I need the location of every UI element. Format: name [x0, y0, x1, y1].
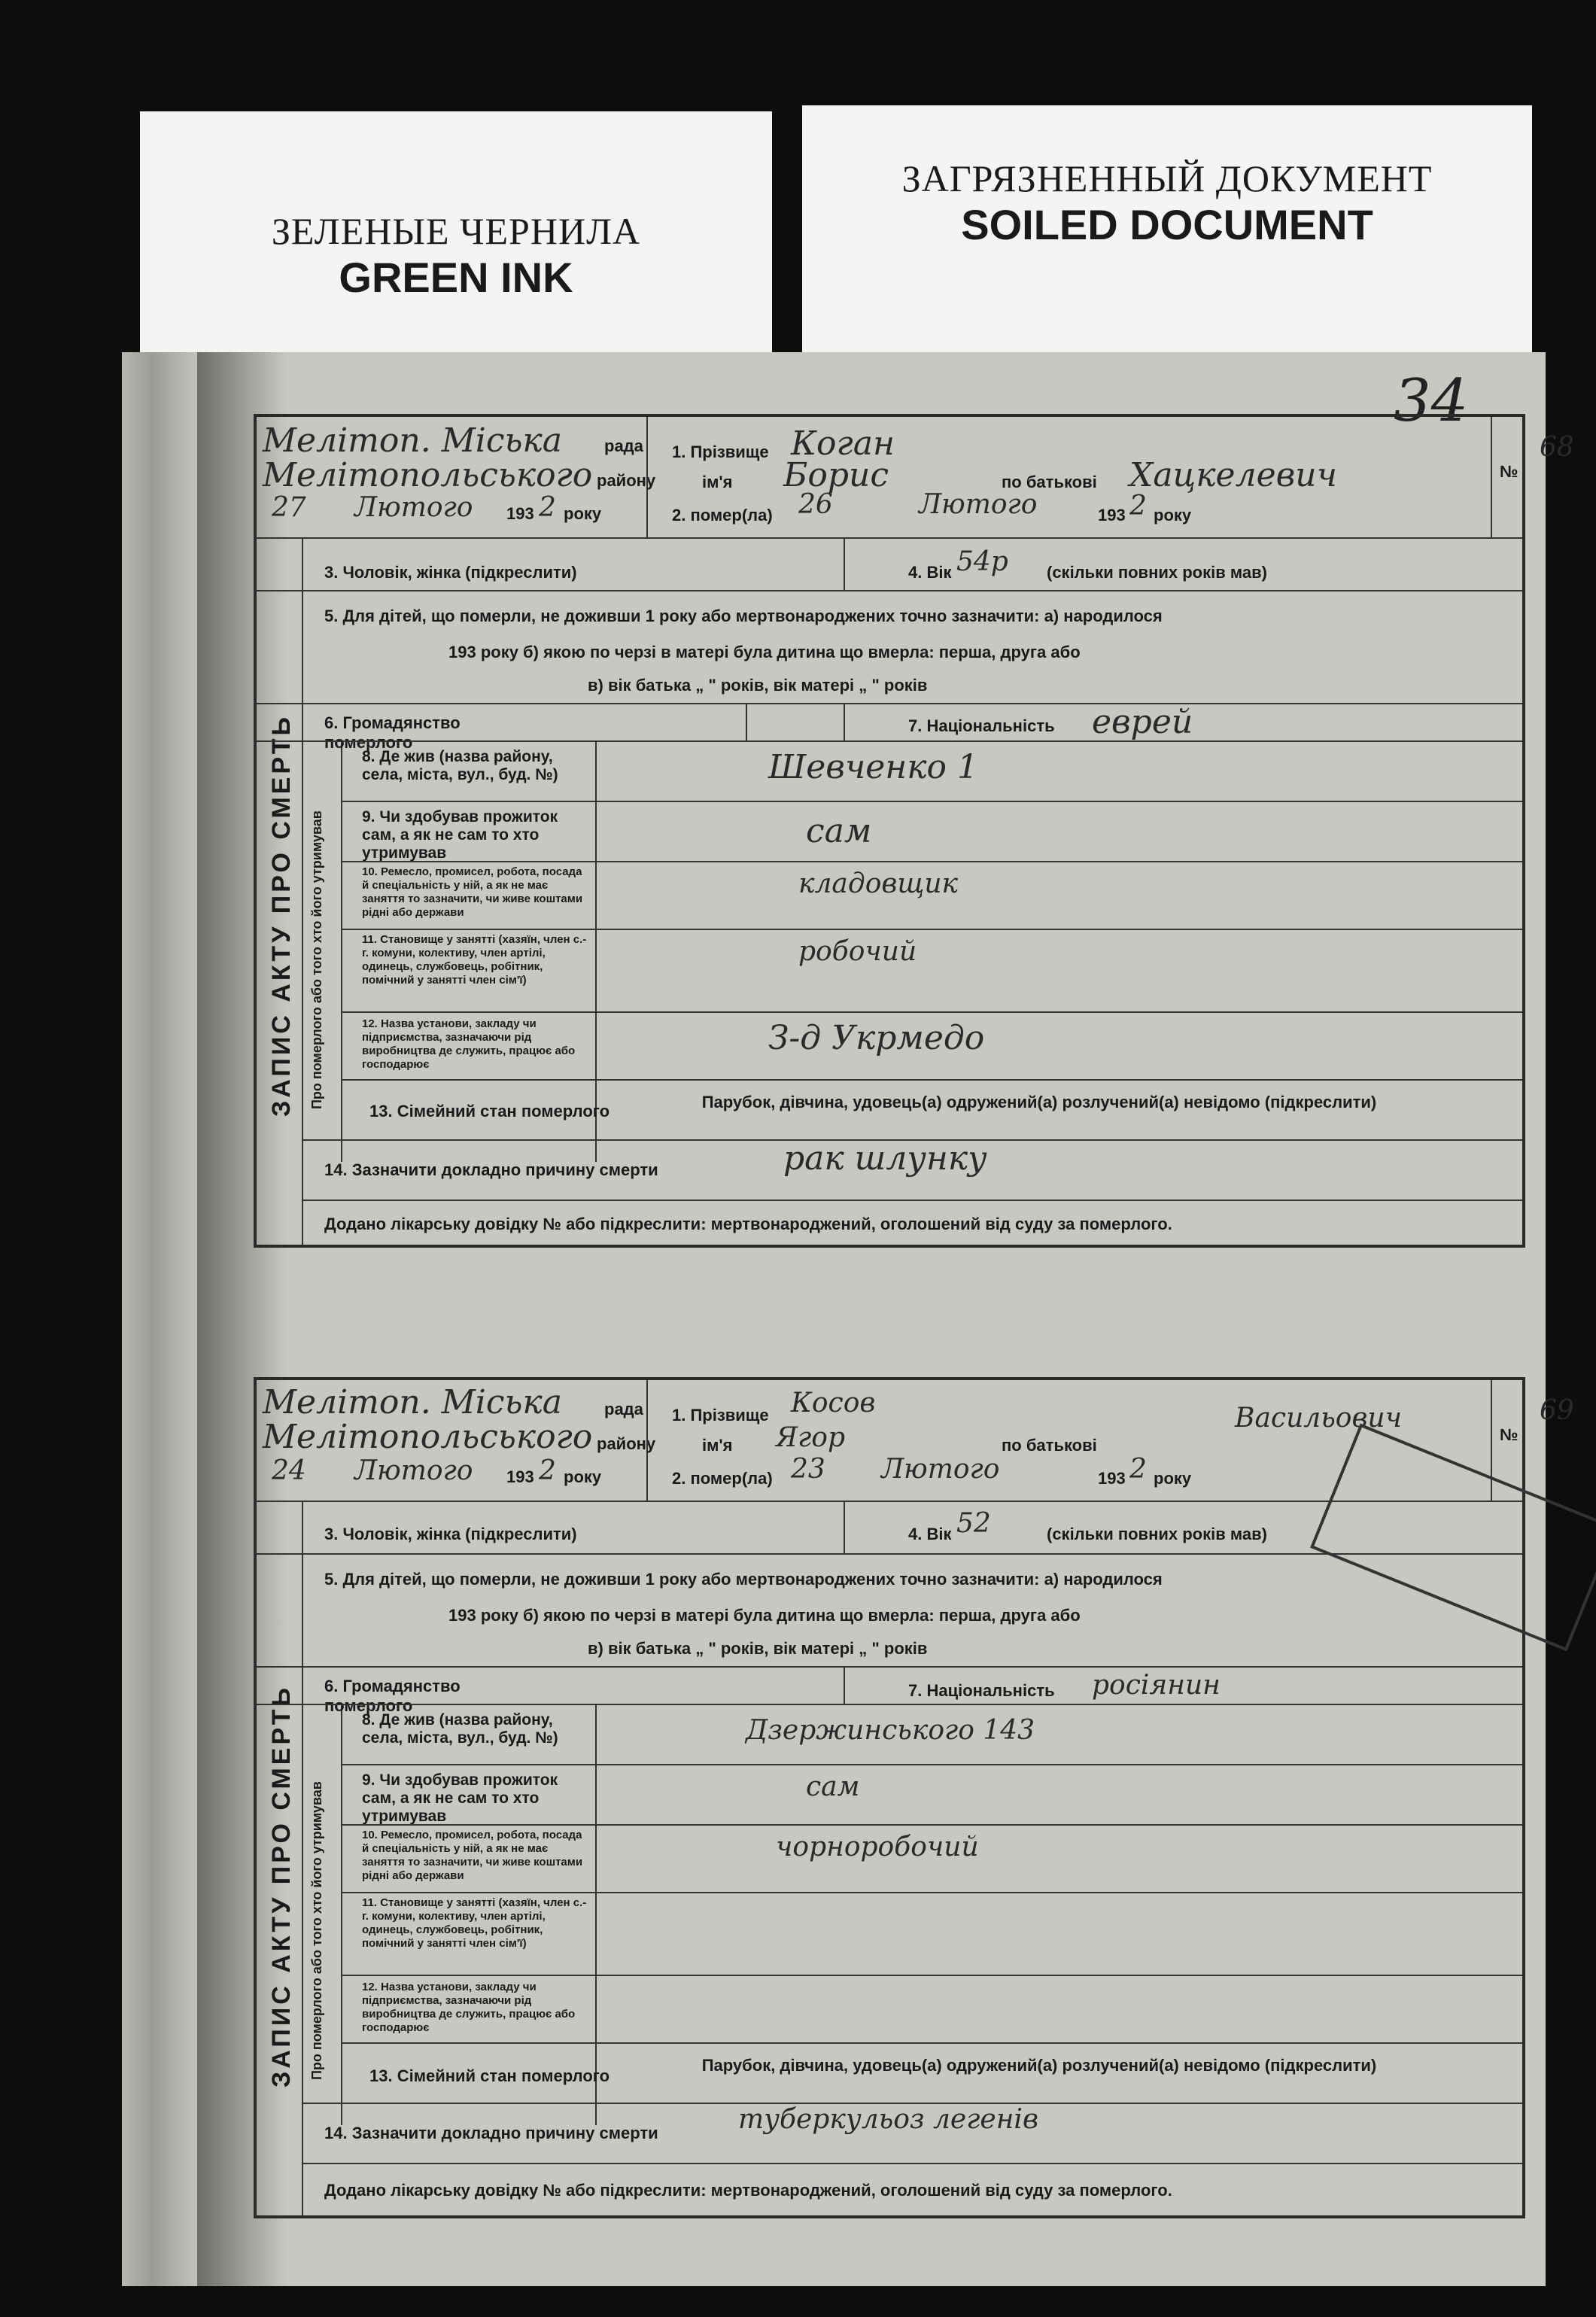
- patronymic-value: Васильович: [1235, 1403, 1402, 1434]
- name-value: Ягор: [776, 1422, 845, 1453]
- number-label: №: [1500, 462, 1518, 481]
- field-3-label: 3. Чоловік, жінка (підкреслити): [324, 563, 577, 582]
- death-rok-label: року: [1154, 506, 1192, 525]
- field-5-line-c: в) вік батька „ " років, вік матері „ " років: [588, 1639, 928, 1658]
- reg-day: 24: [272, 1455, 306, 1486]
- soiled-ru: ЗАГРЯЗНЕННЫЙ ДОКУМЕНТ: [901, 157, 1433, 199]
- field-5-line-b: 193 року б) якою по черзі в матері була дитина що вмерла: перша, друга або: [448, 643, 1081, 661]
- residence-value: Дзержинського 143: [746, 1715, 1035, 1746]
- cause-of-death-value: рак шлунку: [783, 1139, 987, 1178]
- field-8-label: 8. Де жив (назва району, села, міста, вул., буд. №): [362, 1711, 558, 1747]
- field-3-label: 3. Чоловік, жінка (підкреслити): [324, 1525, 577, 1543]
- nationality-value: еврей: [1092, 703, 1193, 741]
- green-ink-label-card: [140, 111, 772, 360]
- footer-note: Додано лікарську довідку № або підкреслити: мертвонароджений, оголошений від суду за померлого.: [324, 1215, 1172, 1233]
- death-day: 26: [798, 489, 833, 520]
- reg-year-digit: 2: [539, 492, 556, 523]
- field-5-line-c: в) вік батька „ " років, вік матері „ " років: [588, 676, 928, 695]
- field-10-label: 10. Ремесло, промисел, робота, посада й спеціальність у ній, а як не має заняття то зазначити, чи живе коштами рідні або держави: [362, 1829, 583, 1882]
- soiled-document-label-card: [802, 105, 1532, 361]
- reg-month: Лютого: [354, 1455, 473, 1486]
- field-6-label: 6. Громадянство померлого: [324, 1677, 461, 1715]
- death-rok-label: року: [1154, 1469, 1192, 1488]
- field-11-label: 11. Становище у занятті (хазяїн, член с.-г. комуни, колективу, член артілі, одинець, службовець, робітник, помічний у занятті член сім'ї): [362, 933, 587, 987]
- field-4-hint: (скільки повних років мав): [1047, 563, 1267, 582]
- surname-value: Косов: [791, 1388, 876, 1418]
- occupation-value: чорноробочий: [776, 1832, 979, 1862]
- surname-label: 1. Прізвище: [672, 1406, 769, 1425]
- field-8-label: 8. Де жив (назва району, села, міста, вул., буд. №): [362, 748, 558, 783]
- cause-of-death-value: туберкульоз легенів: [738, 2104, 1038, 2135]
- nationality-value: росіянин: [1092, 1670, 1221, 1701]
- name-label: ім'я: [702, 1436, 733, 1455]
- residence-value: Шевченко 1: [768, 748, 978, 786]
- field-10-label: 10. Ремесло, промисел, робота, посада й спеціальність у ній, а як не має заняття то зазначити, чи живе коштами рідні або держави: [362, 865, 583, 919]
- registry-stamp: [1310, 1424, 1596, 1652]
- raionu-label: району: [597, 471, 656, 490]
- died-label: 2. помер(ла): [672, 506, 773, 525]
- field-7-label: 7. Національність: [908, 1681, 1055, 1700]
- green-ink-en: GREEN INK: [339, 254, 573, 301]
- district-handwritten: Мелітопольського: [263, 1418, 593, 1456]
- field-13-label: 13. Сімейний стан померлого: [369, 2066, 610, 2085]
- name-label: ім'я: [702, 473, 733, 491]
- binding-edge: [122, 352, 197, 2286]
- council-handwritten: Мелітоп. Міська: [263, 1383, 562, 1422]
- field-4-label: 4. Вік: [908, 563, 952, 582]
- footer-note: Додано лікарську довідку № або підкреслити: мертвонароджений, оголошений від суду за померлого.: [324, 2181, 1172, 2200]
- rok-label: року: [564, 504, 602, 523]
- side-subtitle: Про померлого або того хто його утримував: [309, 810, 324, 1109]
- livelihood-value: сам: [806, 1771, 860, 1802]
- livelihood-value: сам: [806, 812, 872, 850]
- district-handwritten: Мелітопольського: [263, 456, 593, 494]
- reg-year-digit: 2: [539, 1455, 556, 1486]
- patronymic-label: по батькові: [1002, 1436, 1097, 1455]
- death-month: Лютого: [881, 1454, 1000, 1485]
- soiled-en: SOILED DOCUMENT: [961, 201, 1373, 248]
- age-value: 52: [956, 1508, 991, 1539]
- field-13-options: Парубок, дівчина, удовець(а) одружений(а) розлучений(а) невідомо (підкреслити): [701, 2056, 1377, 2075]
- death-record-2: [254, 1377, 1574, 2218]
- field-6-label: 6. Громадянство померлого: [324, 713, 461, 752]
- death-year-digit: 2: [1129, 1454, 1147, 1485]
- name-value: Борис: [783, 456, 889, 494]
- reg-day: 27: [272, 492, 306, 523]
- surname-value: Коган: [791, 424, 895, 463]
- field-11-label: 11. Становище у занятті (хазяїн, член с.-г. комуни, колективу, член артілі, одинець, службовець, робітник, помічний у занятті член сім'ї): [362, 1896, 587, 1950]
- field-4-label: 4. Вік: [908, 1525, 952, 1543]
- death-year-prefix: 193: [1098, 1469, 1126, 1488]
- field-4-hint: (скільки повних років мав): [1047, 1525, 1267, 1543]
- page-number: 34: [1394, 367, 1469, 435]
- occupation-value: кладовщик: [798, 868, 959, 899]
- rada-label: рада: [604, 436, 643, 455]
- green-ink-ru: ЗЕЛЕНЫЕ ЧЕРНИЛА: [271, 210, 641, 252]
- record-number: 69: [1540, 1395, 1574, 1426]
- death-month: Лютого: [919, 489, 1038, 520]
- field-13-options: Парубок, дівчина, удовець(а) одружений(а) розлучений(а) невідомо (підкреслити): [701, 1093, 1377, 1111]
- surname-label: 1. Прізвище: [672, 442, 769, 461]
- field-5-line-b: 193 року б) якою по черзі в матері була дитина що вмерла: перша, друга або: [448, 1606, 1081, 1625]
- rok-label: року: [564, 1467, 602, 1486]
- workplace-value: З-д Укрмедо: [768, 1019, 985, 1057]
- side-subtitle: Про померлого або того хто його утримував: [309, 1781, 324, 2080]
- field-9-label: 9. Чи здобував прожиток сам, а як не сам то хто утримував: [362, 1771, 558, 1825]
- field-12-label: 12. Назва установи, закладу чи підприємства, зазначаючи рід виробництва де служить, працює або господарює: [362, 1017, 576, 1071]
- death-year-digit: 2: [1129, 491, 1147, 521]
- number-label: №: [1500, 1425, 1518, 1444]
- death-year-prefix: 193: [1098, 506, 1126, 525]
- reg-year-prefix: 193: [506, 1467, 534, 1486]
- field-9-label: 9. Чи здобував прожиток сам, а як не сам то хто утримував: [362, 808, 558, 862]
- age-value: 54р: [956, 546, 1008, 577]
- patronymic-value: Хацкелевич: [1129, 456, 1337, 494]
- patronymic-label: по батькові: [1002, 473, 1097, 491]
- side-title: ЗАПИС АКТУ ПРО СМЕРТЬ: [267, 1685, 296, 2087]
- field-7-label: 7. Національність: [908, 716, 1055, 735]
- reg-month: Лютого: [354, 492, 473, 523]
- death-day: 23: [791, 1454, 825, 1485]
- field-12-label: 12. Назва установи, закладу чи підприємства, зазначаючи рід виробництва де служить, працює або господарює: [362, 1981, 576, 2034]
- reg-year-prefix: 193: [506, 504, 534, 523]
- death-record-1: [254, 414, 1574, 1248]
- field-5-line-a: 5. Для дітей, що померли, не доживши 1 року або мертвонароджених точно зазначити: а) народилося: [324, 607, 1163, 625]
- position-value: робочий: [798, 936, 917, 967]
- died-label: 2. помер(ла): [672, 1469, 773, 1488]
- field-14-label: 14. Зазначити докладно причину смерти: [324, 2124, 658, 2142]
- record-number: 68: [1540, 432, 1574, 463]
- field-14-label: 14. Зазначити докладно причину смерти: [324, 1160, 658, 1179]
- field-13-label: 13. Сімейний стан померлого: [369, 1102, 610, 1120]
- field-5-line-a: 5. Для дітей, що померли, не доживши 1 року або мертвонароджених точно зазначити: а) народилося: [324, 1570, 1163, 1589]
- document-sheet: [122, 352, 1574, 2286]
- council-handwritten: Мелітоп. Міська: [263, 421, 562, 460]
- rada-label: рада: [604, 1400, 643, 1418]
- raionu-label: району: [597, 1434, 656, 1453]
- side-title: ЗАПИС АКТУ ПРО СМЕРТЬ: [267, 714, 296, 1117]
